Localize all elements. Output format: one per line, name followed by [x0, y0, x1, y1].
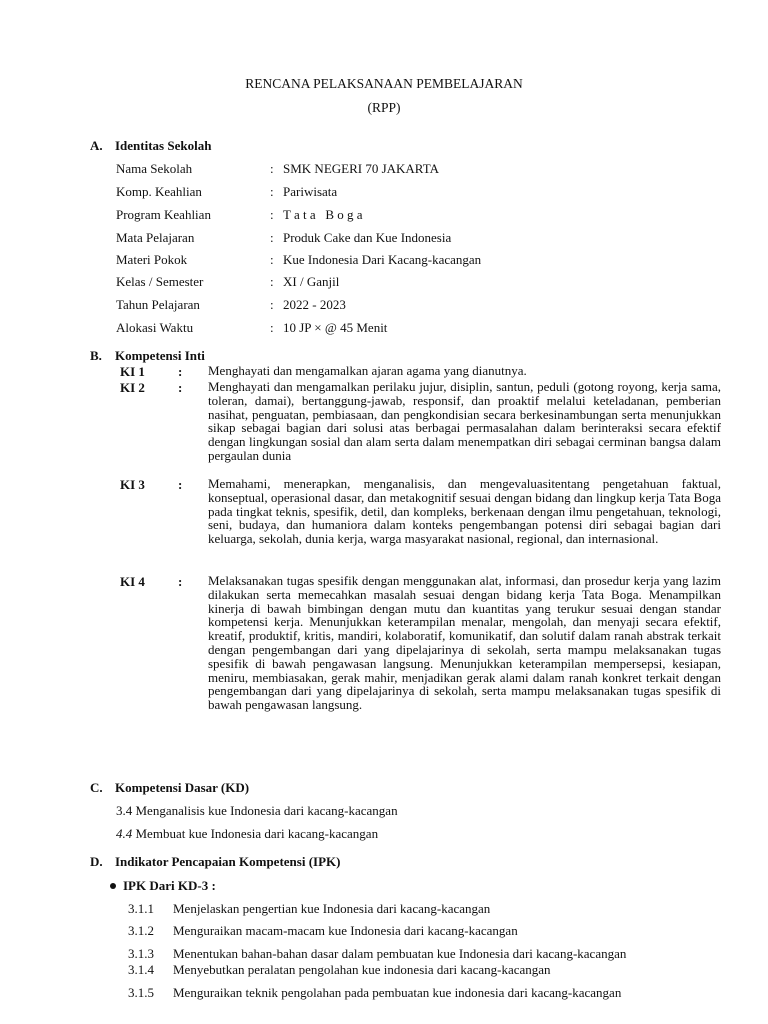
ki-code: KI 4	[120, 574, 145, 589]
kd-item	[116, 803, 398, 819]
section-title: Kompetensi Dasar (KD)	[115, 780, 250, 795]
identity-row	[116, 252, 716, 270]
identity-row	[116, 274, 716, 292]
ipk-text: Menguraikan teknik pengolahan pada pembuatan kue indonesia dari kacang-kacangan	[173, 985, 622, 1000]
section-c-heading	[90, 780, 249, 796]
identity-colon: :	[270, 207, 274, 222]
kd-number: 4.4	[116, 826, 133, 841]
ipk-group	[110, 878, 216, 894]
section-title: Identitas Sekolah	[115, 138, 212, 153]
document-subtitle: (RPP)	[367, 100, 401, 115]
ipk-number: 3.1.5	[128, 985, 154, 1000]
ki-code: KI 3	[120, 477, 145, 492]
identity-colon: :	[270, 161, 274, 176]
kd-item	[116, 826, 378, 842]
identity-colon: :	[270, 184, 274, 199]
identity-colon: :	[270, 320, 274, 335]
identity-label: Tahun Pelajaran	[116, 297, 200, 312]
ipk-number: 3.1.3	[128, 946, 154, 961]
kd-text: Membuat kue Indonesia dari kacang-kacangan	[135, 826, 379, 841]
identity-colon: :	[270, 230, 274, 245]
identity-value: Pariwisata	[283, 184, 338, 199]
ki-colon: :	[178, 477, 183, 492]
ipk-text: Menentukan bahan-bahan dasar dalam pembuatan kue Indonesia dari kacang-kacangan	[173, 946, 627, 961]
ki-text: Melaksanakan tugas spesifik dengan menggunakan alat, informasi, dan prosedur kerja yang lazim dilakukan serta memecahkan masalah sesuai dengan bidang kerja Tata Boga. Menampilkan kinerja di bawah bimbingan dengan mutu dan kuantitas yang terukur sesuai dengan standar kompetensi kerja. Menunjukkan keterampilan menalar, mengolah, dan menyaji secara efektif, kreatif, produktif, kritis, mandiri, kolaboratif, komunikatif, dan solutif dalam ranah abstrak terkait dengan pengembangan dari yang dipelajarinya di sekolah, serta mampu melaksanakan tugas spesifik di bawah pengawasan langsung. Menunjukkan keterampilan mempersepsi, kesiapan, meniru, membiasakan, gerak mahir, menjadikan gerak alami dalam ranah konkret terkait dengan pengembangan dari yang dipelajarinya di sekolah, serta mampu melaksanakan tugas spesifik di bawah pengawasan langsung.	[208, 573, 721, 713]
ki-code: KI 2	[120, 380, 145, 395]
identity-value: Produk Cake dan Kue Indonesia	[283, 230, 452, 245]
ki-colon: :	[178, 574, 183, 589]
ki-text: Menghayati dan mengamalkan ajaran agama yang dianutnya.	[208, 363, 527, 378]
section-letter: C.	[90, 780, 103, 795]
section-letter: A.	[90, 138, 103, 153]
identity-row	[116, 184, 716, 202]
ki-text: Memahami, menerapkan, menganalisis, dan mengevaluasitentang pengetahuan faktual, konseptual, operasional dasar, dan metakognitif sesuai dengan bidang dan lingkup kerja Tata Boga pada tingkat teknis, spesifik, detil, dan kompleks, berkenaan dengan ilmu pengetahuan, teknologi, seni, budaya, dan humaniora dalam konteks pengembangan potensi diri sebagai bagian dari keluarga, sekolah, dunia kerja, warga masyarakat nasional, regional, dan internasional.	[208, 476, 721, 547]
ki-colon: :	[178, 380, 183, 395]
section-a-heading	[90, 138, 211, 154]
identity-value: XI / Ganjil	[283, 274, 340, 289]
ki-code: KI 1	[120, 364, 145, 379]
ki-text: Menghayati dan mengamalkan perilaku jujur, disiplin, santun, peduli (gotong royong, kerja sama, toleran, damai), bertanggung-jawab, responsif, dan proaktif melalui keteladanan, pemberian nasihat, penguatan, pembiasaan, dan pengkondisian secara berkesinambungan serta menunjukkan sikap sebagai bagian dari solusi atas berbagai permasalahan dalam berinteraksi secara efektif dengan lingkungan sosial dan alam serta dalam menempatkan diri sebagai cerminan bangsa dalam pergaulan dunia	[208, 379, 721, 463]
identity-label: Nama Sekolah	[116, 161, 193, 176]
identity-row	[116, 161, 716, 179]
identity-row	[116, 207, 716, 225]
section-title: Kompetensi Inti	[115, 348, 205, 363]
identity-value: 10 JP × @ 45 Menit	[283, 320, 388, 335]
identity-row	[116, 297, 716, 315]
identity-colon: :	[270, 252, 274, 267]
identity-colon: :	[270, 297, 274, 312]
ipk-group-label: IPK Dari KD-3 :	[123, 878, 216, 893]
section-letter: B.	[90, 348, 102, 363]
identity-value: SMK NEGERI 70 JAKARTA	[283, 161, 439, 176]
document-title: RENCANA PELAKSANAAN PEMBELAJARAN	[245, 76, 523, 91]
ipk-number: 3.1.4	[128, 962, 154, 977]
kd-text: Menganalisis kue Indonesia dari kacang-kacangan	[135, 803, 398, 818]
ki-colon: :	[178, 364, 183, 379]
identity-label: Program Keahlian	[116, 207, 211, 222]
section-d-heading	[90, 854, 340, 870]
identity-label: Materi Pokok	[116, 252, 188, 267]
section-letter: D.	[90, 854, 103, 869]
identity-value: Kue Indonesia Dari Kacang-kacangan	[283, 252, 482, 267]
ipk-text: Menyebutkan peralatan pengolahan kue indonesia dari kacang-kacangan	[173, 962, 551, 977]
identity-label: Alokasi Waktu	[116, 320, 194, 335]
identity-label: Komp. Keahlian	[116, 184, 202, 199]
identity-label: Mata Pelajaran	[116, 230, 195, 245]
ipk-number: 3.1.1	[128, 901, 154, 916]
identity-value: 2022 - 2023	[283, 297, 346, 312]
kd-number: 3.4	[116, 803, 133, 818]
identity-colon: :	[270, 274, 274, 289]
ipk-text: Menjelaskan pengertian kue Indonesia dari kacang-kacangan	[173, 901, 491, 916]
ipk-text: Menguraikan macam-macam kue Indonesia dari kacang-kacangan	[173, 923, 518, 938]
ipk-number: 3.1.2	[128, 923, 154, 938]
identity-value: T a t a B o g a	[283, 207, 363, 222]
identity-row	[116, 230, 716, 248]
bullet-icon	[110, 883, 116, 889]
section-b-heading	[90, 348, 205, 364]
identity-row	[116, 320, 716, 338]
identity-label: Kelas / Semester	[116, 274, 204, 289]
section-title: Indikator Pencapaian Kompetensi (IPK)	[115, 854, 341, 869]
